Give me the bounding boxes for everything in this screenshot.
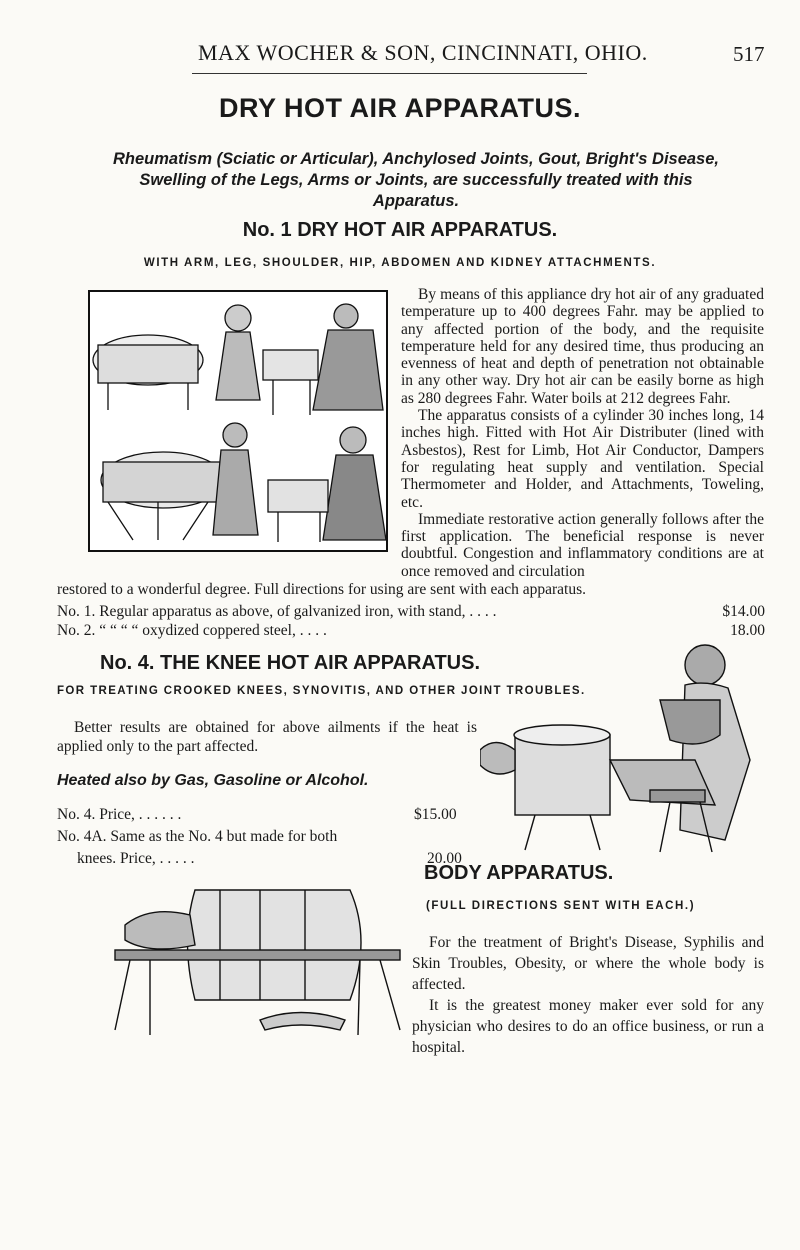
body-apparatus-paragraph: For the treatment of Bright's Disease, Syphilis and Skin Troubles, Obesity, or where the whole body is affected. (412, 934, 764, 993)
no1-paragraph: The apparatus consists of a cylinder 30 inches long, 14 inches high. Fitted with Hot Air Distributer (lined with Asbestos), Rest for Limb, Hot Air Conductor, Dampers for regulating heat supply and ventilation. Special Thermometer and Holder, and Attachments, Toweling, etc. (401, 407, 764, 511)
body-apparatus-paragraph: It is the greatest money maker ever sold for any physician who desires to do an office business, or run a hospital. (412, 997, 764, 1056)
price-line-no1: No. 1. Regular apparatus as above, of galvanized iron, with stand, . . . . (57, 603, 497, 620)
no4-price-label: No. 4. Price, . . . . . . (57, 806, 182, 823)
running-head-title: MAX WOCHER & SON, CINCINNATI, OHIO. (198, 40, 648, 65)
no4-title: No. 4. THE KNEE HOT AIR APPARATUS. (100, 652, 481, 674)
no1-apparatus-illustration (88, 290, 388, 552)
main-title: DRY HOT AIR APPARATUS. (218, 93, 581, 123)
no4-description: Better results are obtained for above ailments if the heat is applied only to the part affected. (57, 719, 477, 755)
page-number: 517 (733, 42, 765, 66)
no4-price: $15.00 (414, 806, 457, 823)
no4-caption: FOR TREATING CROOKED KNEES, SYNOVITIS, AND OTHER JOINT TROUBLES. (57, 685, 586, 697)
no1-attachments-caption: WITH ARM, LEG, SHOULDER, HIP, ABDOMEN AND KIDNEY ATTACHMENTS. (143, 257, 657, 269)
price-no2: 18.00 (730, 622, 765, 639)
no4a-price-label: knees. Price, . . . . . (77, 850, 195, 867)
price-line-no2: No. 2. “ “ “ “ oxydized coppered steel, . . . . (57, 622, 327, 639)
no1-description (401, 286, 764, 580)
no4a-description: No. 4A. Same as the No. 4 but made for both (57, 828, 338, 845)
no4a-price: 20.00 (427, 850, 462, 867)
subtitle: Rheumatism (Sciatic or Articular), Anchylosed Joints, Gout, Bright's Disease, Swelling of the Legs, Arms or Joints, are successfully treated with this Apparatus. (112, 150, 719, 210)
price-no1: $14.00 (722, 603, 765, 620)
body-apparatus-description (412, 932, 764, 1058)
header-rule (192, 73, 587, 74)
no4-fuel-note: Heated also by Gas, Gasoline or Alcohol. (57, 772, 369, 789)
no1-paragraph: By means of this appliance dry hot air of any graduated temperature up to 400 degrees Fahr. may be applied to any affected portion of the body, and the requisite temperature held for any desired time, thus producing an evenness of heat and depth of penetration not obtainable in any other way. Dry hot air can be easily borne as high as 280 degrees Fahr. Water boils at 212 degrees Fahr. (401, 286, 764, 407)
body-apparatus-illustration (110, 880, 405, 1040)
body-apparatus-title: BODY APPARATUS. (424, 862, 614, 884)
body-apparatus-caption: (FULL DIRECTIONS SENT WITH EACH.) (426, 900, 696, 912)
no1-title: No. 1 DRY HOT AIR APPARATUS. (242, 219, 558, 241)
knee-apparatus-illustration (480, 640, 765, 855)
no1-continuation: restored to a wonderful degree. Full directions for using are sent with each apparatus. (57, 581, 586, 598)
no1-paragraph: Immediate restorative action generally follows after the first application. The beneficial response is never doubtful. Congestion and inflammatory conditions are at once removed and circulation (401, 510, 764, 580)
